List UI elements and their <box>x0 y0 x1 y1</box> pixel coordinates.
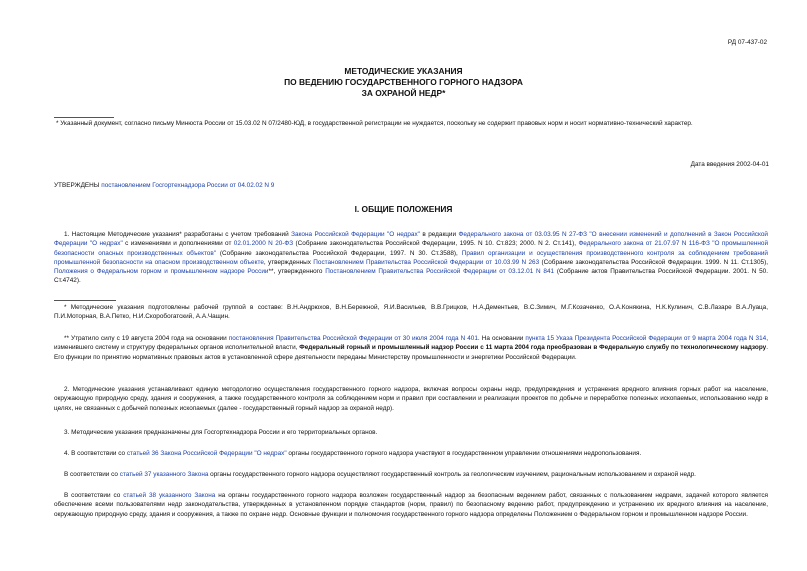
paragraph-6 <box>54 491 768 519</box>
text-run: (Собрание законодательства Российской Федерации, 1995. N 10. Ст.823; 2000. N 2. Ст.141), <box>293 240 579 248</box>
document-link[interactable]: Постановлением Правительства Российской Федерации от 03.12.01 N 841 <box>325 268 555 276</box>
text-run: В соответствии со <box>64 471 120 478</box>
title-line: МЕТОДИЧЕСКИЕ УКАЗАНИЯ <box>344 66 463 76</box>
section-heading: I. ОБЩИЕ ПОЛОЖЕНИЯ <box>354 204 453 214</box>
paragraph-5 <box>54 470 768 479</box>
text-run: 4. В соответствии со <box>64 450 127 457</box>
document-link[interactable]: Положения о Федеральном горном и промышленном надзоре России <box>54 268 269 276</box>
document-link[interactable]: статьей 38 указанного Закона <box>123 492 216 499</box>
footnote-divider <box>54 300 116 301</box>
text-run: (Собрание законодательства Российской Федерации, 1997. N 30. Ст.3588), <box>216 249 462 257</box>
text-run: ** Утратило силу с 19 августа 2004 года на основании <box>64 335 229 342</box>
text-run: (Собрание актов Правительства Российской Федерации. 2001. N 50. Ст.4742). <box>54 268 768 285</box>
approval-link[interactable]: постановлением Госгортехнадзора России от 04.02.02 N 9 <box>101 182 275 189</box>
date-intro: Дата введения 2002-04-01 <box>690 161 769 168</box>
document-link[interactable]: Постановлением Правительства Российской Федерации от 10.03.99 N 263 <box>313 258 540 266</box>
title-footnote: * Указанный документ, согласно письму Минюста России от 15.03.02 N 07/2480-ЮД, в государственной регистрации не нуждается, поскольку не содержит правовых норм и носит нормативно-технический характер. <box>56 120 693 127</box>
emphasis-text: Федеральный горный и промышленный надзор России с 11 марта 2004 года преобразован в Федеральную службу по технологическому надзору <box>299 344 767 352</box>
paragraph-4 <box>54 449 768 458</box>
paragraph-1 <box>54 230 768 286</box>
document-code: РД 07-437-02 <box>727 39 767 46</box>
text-run: органы государственного горного надзора участвуют в государственном управлении отношениями недропользования. <box>286 450 642 457</box>
text-run: в редакции <box>419 231 459 238</box>
footnote-repeal <box>54 334 768 362</box>
document-link[interactable]: Закона Российской Федерации "О недрах" <box>291 231 420 238</box>
text-run: . На основании <box>477 335 526 342</box>
footnote-divider <box>54 117 114 118</box>
text-run: , изменившего систему и структуру федеральных органов исполнительной власти, <box>54 335 768 352</box>
text-run: В соответствии со <box>64 492 124 499</box>
document-link[interactable]: статьей 36 Закона Российской Федерации "О недрах" <box>126 450 287 457</box>
paragraph-3: 3. Методические указания предназначены для Госгортехнадзора России и его территориальных органов. <box>64 429 378 436</box>
title-line: ЗА ОХРАНОЙ НЕДР* <box>361 87 446 98</box>
text-run: с изменениями и дополнениями от <box>122 240 234 248</box>
approved-prefix: УТВЕРЖДЕНЫ <box>54 182 100 189</box>
document-link[interactable]: постановления Правительства Российской Федерации от 30 июля 2004 года N 401 <box>228 335 478 342</box>
text-run: (Собрание законодательства Российской Федерации. 1999. N 11. Ст.1305), <box>539 258 768 266</box>
document-link[interactable]: 02.01.2000 N 20-ФЗ <box>233 240 294 248</box>
text-run: **, утвержденного <box>268 268 326 276</box>
text-run: на органы государственного горного надзора возложен государственный надзор за безопасным ведением работ, связанных с пользованием недрами, задачей которого является обеспечение всеми пользователями недр законодательства, утвержденных в установленном порядке стандартов (норм, правил) по безопасному ведению работ, предупреждению и устранению их вредного влияния на население, окружающую природную среду, здания и сооружения, а также по охране недр. Основные функции и полномочия государственного горного надзора определены Положением о Федеральном горном и промышленном надзоре России. <box>54 492 769 518</box>
document-link[interactable]: Федерального закона от 21.07.97 N 116-ФЗ "О промышленной безопасности опасных производственных объектов" <box>54 240 769 257</box>
document-title <box>0 66 807 99</box>
document-link[interactable]: статьей 37 указанного Закона <box>119 471 209 478</box>
document-link[interactable]: Федерального закона от 03.03.95 N 27-ФЗ "О внесении изменений и дополнений в Закон Российской Федерации "О недрах" <box>54 231 768 248</box>
document-link[interactable]: пункта 15 Указа Президента Российской Федерации от 9 марта 2004 года N 314 <box>525 335 767 342</box>
paragraph-2: 2. Методические указания устанавливают единую методологию осуществления государственного горного надзора, включая вопросы охраны недр, предупреждения и устранения вредного влияния горных работ на население, окружающую природную среду, здания и сооружения, а также государственного контроля за соблюдением норм и правил при составлении и реализации проектов по добыче и переработке полезных ископаемых, использованию недр в целях, не связанных с добычей полезных ископаемых (далее - государственный горный надзор за охраной недр). <box>54 386 768 412</box>
document-link[interactable]: Правил организации и осуществления производственного контроля за соблюдением требований промышленной безопасности на опасном производственном объекте <box>54 249 769 266</box>
text-run: органы государственного горного надзора осуществляют государственный контроль за геологическим изучением, рациональным использованием и охраной недр. <box>208 471 696 478</box>
text-run: , утвержденных <box>263 258 314 266</box>
approval-line <box>54 181 274 190</box>
text-run: . Его функции по принятию нормативных правовых актов в установленной сфере деятельности переданы Министерству промышленности и энергетики Российской Федерации. <box>54 344 768 361</box>
footnote-authors: * Методические указания подготовлены рабочей группой в составе: В.Н.Андрюхов, В.Н.Бережной, Я.И.Васильев, В.В.Грицков, Н.А.Дементьев, В.С.Зимич, М.Г.Козаченко, О.А.Конякина, Н.К.Кулинич, С.В.Лазаре В.А.Луаца, П.И.Моторная, В.А.Петко, Н.И.Скоробогатский, А.А.Чащин. <box>54 304 768 321</box>
text-run: 1. Настоящие Методические указания* разработаны с учетом требований <box>64 231 292 238</box>
title-line: ПО ВЕДЕНИЮ ГОСУДАРСТВЕННОГО ГОРНОГО НАДЗОРА <box>284 76 523 87</box>
